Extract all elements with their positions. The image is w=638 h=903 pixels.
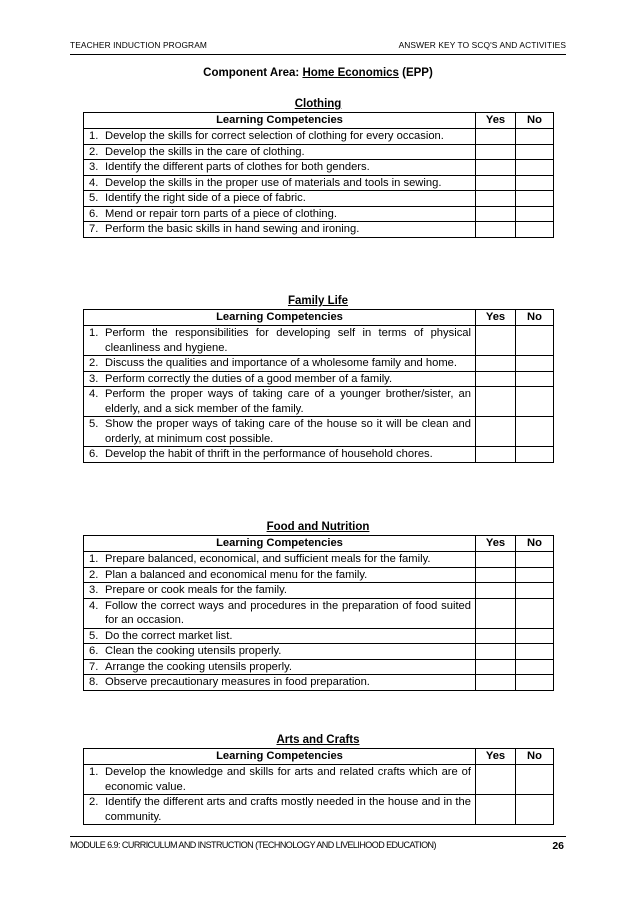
item-number: 4.	[89, 599, 99, 612]
no-cell[interactable]	[516, 144, 554, 160]
column-header-no: No	[516, 113, 554, 129]
competency-text: Follow the correct ways and procedures in the preparation of food suited for an occasion.	[105, 599, 471, 626]
yes-cell[interactable]	[476, 417, 516, 447]
item-number: 8.	[89, 676, 99, 688]
yes-cell[interactable]	[476, 628, 516, 644]
yes-cell[interactable]	[476, 598, 516, 628]
table-row	[84, 129, 554, 145]
competency-text: Show the proper ways of taking care of the house so it will be clean and orderly, at minimum cost possible.	[105, 418, 471, 445]
no-cell[interactable]	[516, 583, 554, 599]
no-cell[interactable]	[516, 644, 554, 660]
no-cell[interactable]	[516, 387, 554, 417]
table-row	[84, 567, 554, 583]
running-footer	[70, 836, 566, 853]
competency-text: Discuss the qualities and importance of a wholesome family and home.	[105, 357, 457, 369]
table-row	[84, 552, 554, 568]
table-header-row	[84, 310, 554, 326]
column-header-yes: Yes	[476, 536, 516, 552]
no-cell[interactable]	[516, 222, 554, 238]
running-header	[70, 40, 566, 55]
item-number: 1.	[89, 766, 99, 778]
competency-text: Plan a balanced and economical menu for the family.	[105, 568, 368, 581]
no-cell[interactable]	[516, 417, 554, 447]
no-cell[interactable]	[516, 371, 554, 387]
competency-text: Develop the knowledge and skills for arts and related crafts which are of economic value.	[105, 766, 471, 793]
table-row	[84, 160, 554, 176]
no-cell[interactable]	[516, 129, 554, 145]
yes-cell[interactable]	[476, 326, 516, 356]
column-header-yes: Yes	[476, 113, 516, 129]
competency-table-clothing	[83, 112, 554, 238]
component-label: Component Area:	[203, 67, 300, 79]
component-area-title	[70, 67, 566, 79]
table-header-row	[84, 536, 554, 552]
section-title-arts-and-crafts: Arts and Crafts	[276, 734, 360, 746]
table-row	[84, 356, 554, 372]
table-row	[84, 765, 554, 795]
no-cell[interactable]	[516, 795, 554, 825]
competency-text: Prepare or cook meals for the family.	[105, 584, 287, 596]
column-header-competencies: Learning Competencies	[84, 113, 476, 129]
table-row	[84, 206, 554, 222]
no-cell[interactable]	[516, 160, 554, 176]
yes-cell[interactable]	[476, 371, 516, 387]
item-number: 1.	[89, 327, 99, 339]
table-row	[84, 222, 554, 238]
no-cell[interactable]	[516, 659, 554, 675]
column-header-competencies: Learning Competencies	[84, 536, 476, 552]
yes-cell[interactable]	[476, 356, 516, 372]
competency-text: Observe precautionary measures in food preparation.	[105, 676, 370, 688]
yes-cell[interactable]	[476, 222, 516, 238]
item-number: 5.	[89, 192, 99, 204]
no-cell[interactable]	[516, 765, 554, 795]
no-cell[interactable]	[516, 206, 554, 222]
no-cell[interactable]	[516, 447, 554, 463]
yes-cell[interactable]	[476, 447, 516, 463]
section-title-food-and-nutrition: Food and Nutrition	[266, 521, 370, 533]
table-row	[84, 659, 554, 675]
yes-cell[interactable]	[476, 129, 516, 145]
item-number: 2.	[89, 568, 99, 581]
column-header-no: No	[516, 749, 554, 765]
column-header-competencies: Learning Competencies	[84, 310, 476, 326]
competency-table-arts-and-crafts	[83, 748, 554, 825]
table-row	[84, 175, 554, 191]
competency-text: Identify the different parts of clothes for both genders.	[105, 161, 370, 173]
item-number: 1.	[89, 130, 99, 142]
no-cell[interactable]	[516, 356, 554, 372]
item-number: 5.	[89, 418, 99, 430]
table-row	[84, 447, 554, 463]
table-row	[84, 583, 554, 599]
table-row	[84, 371, 554, 387]
table-header-row	[84, 749, 554, 765]
item-number: 2.	[89, 796, 99, 808]
competency-text: Do the correct market list.	[105, 629, 233, 642]
no-cell[interactable]	[516, 628, 554, 644]
no-cell[interactable]	[516, 567, 554, 583]
table-row	[84, 628, 554, 644]
footer-module-title: MODULE 6.9: CURRICULUM AND INSTRUCTION (TECHNOLOGY AND LIVELIHOOD EDUCATION)	[70, 840, 436, 850]
item-number: 7.	[89, 660, 99, 673]
column-header-competencies: Learning Competencies	[84, 749, 476, 765]
competency-text: Perform correctly the duties of a good member of a family.	[105, 372, 393, 385]
item-number: 6.	[89, 448, 99, 460]
item-number: 2.	[89, 357, 99, 369]
competency-table-food-and-nutrition	[83, 535, 554, 691]
item-number: 6.	[89, 207, 99, 220]
table-row	[84, 417, 554, 447]
no-cell[interactable]	[516, 675, 554, 691]
competency-text: Identify the different arts and crafts mostly needed in the house and in the community.	[105, 796, 471, 823]
competency-text: Perform the proper ways of taking care of a younger brother/sister, an elderly, and a sick member of the family.	[105, 388, 471, 415]
section-title-family-life: Family Life	[287, 295, 349, 307]
page-number: 26	[552, 840, 564, 852]
table-row	[84, 144, 554, 160]
table-row	[84, 795, 554, 825]
yes-cell[interactable]	[476, 659, 516, 675]
item-number: 4.	[89, 388, 99, 400]
competency-text: Develop the skills in the proper use of materials and tools in sewing.	[105, 176, 442, 189]
no-cell[interactable]	[516, 175, 554, 191]
yes-cell[interactable]	[476, 795, 516, 825]
competency-text: Prepare balanced, economical, and sufficient meals for the family.	[105, 553, 431, 565]
no-cell[interactable]	[516, 598, 554, 628]
table-row	[84, 598, 554, 628]
item-number: 3.	[89, 372, 99, 385]
item-number: 5.	[89, 629, 99, 642]
item-number: 4.	[89, 176, 99, 189]
item-number: 3.	[89, 161, 99, 173]
competency-text: Identify the right side of a piece of fabric.	[105, 192, 306, 204]
yes-cell[interactable]	[476, 160, 516, 176]
yes-cell[interactable]	[476, 675, 516, 691]
item-number: 2.	[89, 145, 99, 158]
competency-text: Perform the basic skills in hand sewing and ironing.	[105, 223, 360, 235]
yes-cell[interactable]	[476, 583, 516, 599]
header-answer-key-title: ANSWER KEY TO SCQ'S AND ACTIVITIES	[398, 40, 566, 50]
table-row	[84, 326, 554, 356]
component-subject: Home Economics	[302, 67, 399, 79]
yes-cell[interactable]	[476, 567, 516, 583]
item-number: 1.	[89, 553, 99, 565]
yes-cell[interactable]	[476, 175, 516, 191]
competency-text: Develop the skills in the care of clothing.	[105, 145, 305, 158]
column-header-no: No	[516, 310, 554, 326]
table-header-row	[84, 113, 554, 129]
no-cell[interactable]	[516, 191, 554, 207]
competency-table-family-life	[83, 309, 554, 463]
no-cell[interactable]	[516, 552, 554, 568]
yes-cell[interactable]	[476, 206, 516, 222]
yes-cell[interactable]	[476, 144, 516, 160]
yes-cell[interactable]	[476, 191, 516, 207]
competency-text: Perform the responsibilities for developing self in terms of physical cleanliness and hygiene.	[105, 327, 471, 354]
table-row	[84, 387, 554, 417]
competency-text: Develop the skills for correct selection of clothing for every occasion.	[105, 130, 444, 142]
column-header-no: No	[516, 536, 554, 552]
competency-text: Clean the cooking utensils properly.	[105, 645, 282, 657]
table-row	[84, 644, 554, 660]
table-row	[84, 191, 554, 207]
table-row	[84, 675, 554, 691]
yes-cell[interactable]	[476, 387, 516, 417]
section-title-clothing: Clothing	[294, 98, 342, 110]
no-cell[interactable]	[516, 326, 554, 356]
column-header-yes: Yes	[476, 310, 516, 326]
yes-cell[interactable]	[476, 644, 516, 660]
column-header-yes: Yes	[476, 749, 516, 765]
item-number: 7.	[89, 223, 99, 235]
item-number: 3.	[89, 584, 99, 596]
competency-text: Mend or repair torn parts of a piece of clothing.	[105, 207, 337, 220]
yes-cell[interactable]	[476, 765, 516, 795]
competency-text: Arrange the cooking utensils properly.	[105, 660, 292, 673]
competency-text: Develop the habit of thrift in the performance of household chores.	[105, 448, 433, 460]
yes-cell[interactable]	[476, 552, 516, 568]
header-program-title: TEACHER INDUCTION PROGRAM	[70, 40, 207, 50]
item-number: 6.	[89, 645, 99, 657]
component-tag: (EPP)	[402, 67, 433, 79]
